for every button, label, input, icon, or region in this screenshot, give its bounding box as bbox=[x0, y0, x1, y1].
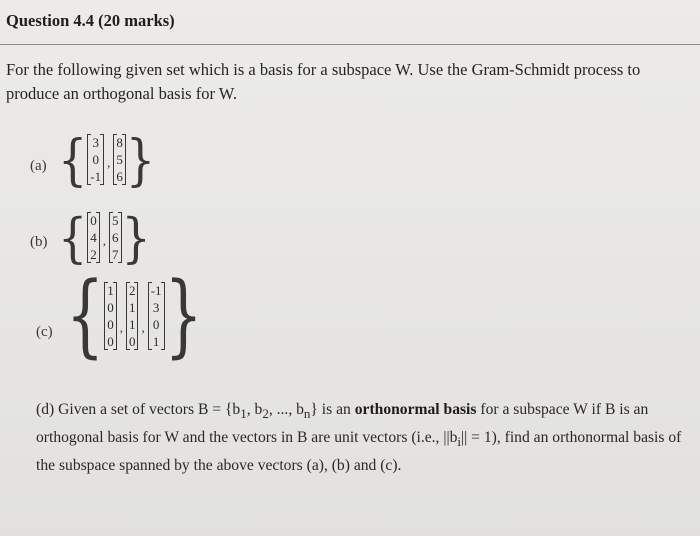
part-d-text-1: Given a set of vectors B = {b bbox=[58, 401, 241, 418]
part-c-vector-set bbox=[66, 263, 203, 369]
matrix-entry: 7 bbox=[112, 247, 119, 262]
part-a-label: (a) bbox=[30, 158, 47, 174]
left-brace: { bbox=[66, 263, 105, 369]
part-c-label: (c) bbox=[36, 324, 53, 340]
matrix-entry: 2 bbox=[128, 283, 136, 298]
comma: , bbox=[119, 320, 123, 335]
vector-a1 bbox=[87, 134, 104, 185]
matrix-entry: 3 bbox=[152, 300, 160, 315]
matrix-entry: 0 bbox=[152, 317, 160, 332]
vector-a2 bbox=[113, 134, 126, 185]
matrix-entry: 5 bbox=[112, 213, 119, 228]
matrix-entry: 0 bbox=[107, 317, 114, 332]
right-brace: } bbox=[125, 127, 156, 192]
right-brace: } bbox=[164, 263, 203, 369]
question-title: Question 4.4 (20 marks) bbox=[6, 11, 175, 30]
part-d-text: (d) Given a set of vectors $B = \{b_1$, $b_2$, ..., $b_n$} is an orthonormal basis for a subspace W if B is an orthogonal basis for W and the vectors in B are unit vectors (i.e., $||b_i|| = 1$), find an orthonormal basis of the subspace spanned by the above vectors (a), (b) and (c). bbox=[36, 401, 682, 475]
part-d-label: (d) bbox=[36, 401, 55, 418]
comma: , bbox=[107, 155, 111, 170]
vector-c2 bbox=[126, 282, 139, 350]
matrix-entry: 0 bbox=[107, 300, 114, 315]
matrix-entry: 0 bbox=[92, 152, 99, 167]
left-brace: { bbox=[58, 206, 88, 269]
question-intro: For the following given set which is a basis for a subspace W. Use the Gram-Schmidt process to produce an orthogonal basis for W. bbox=[6, 60, 641, 103]
orthonormal-basis-term: orthonormal basis bbox=[354, 401, 477, 418]
vector-c3 bbox=[148, 282, 165, 350]
comma: , bbox=[141, 320, 145, 335]
part-b-vector-set bbox=[58, 206, 151, 269]
matrix-entry: 0 bbox=[107, 334, 114, 349]
divider bbox=[0, 44, 700, 45]
matrix-entry: 2 bbox=[90, 247, 97, 262]
matrix-entry: 1 bbox=[107, 283, 114, 298]
comma: , bbox=[102, 233, 107, 248]
matrix-entry: -1 bbox=[90, 169, 102, 184]
matrix-entry: 6 bbox=[112, 230, 119, 245]
vector-c1 bbox=[104, 282, 117, 350]
matrix-entry: 4 bbox=[90, 230, 97, 245]
matrix-entry: 3 bbox=[92, 135, 99, 150]
vector-b1 bbox=[87, 212, 100, 263]
right-brace: } bbox=[121, 206, 151, 269]
matrix-entry: -1 bbox=[150, 283, 162, 298]
part-a-vector-set bbox=[58, 127, 156, 192]
matrix-entry: 1 bbox=[152, 334, 160, 349]
part-b-label: (b) bbox=[30, 234, 48, 250]
part-d-text-2: } is an bbox=[310, 401, 351, 418]
matrix-entry: 1 bbox=[128, 317, 136, 332]
part-d-text-4: || = 1), find an orthonormal basis of the subspace spanned by the above vectors (a), (b) and (c). bbox=[36, 429, 682, 475]
matrix-entry: 0 bbox=[90, 213, 97, 228]
vector-b2 bbox=[109, 212, 122, 263]
left-brace: { bbox=[58, 127, 88, 192]
matrix-entry: 1 bbox=[128, 300, 136, 315]
matrix-entry: 0 bbox=[128, 334, 136, 349]
part-d-text-3: for a subspace W if B is an orthogonal basis for W and the vectors in B are unit vectors (i.e., ||b bbox=[36, 401, 649, 447]
matrix-entry: 6 bbox=[116, 169, 123, 184]
matrix-entry: 8 bbox=[116, 135, 123, 150]
matrix-entry: 5 bbox=[116, 152, 123, 167]
